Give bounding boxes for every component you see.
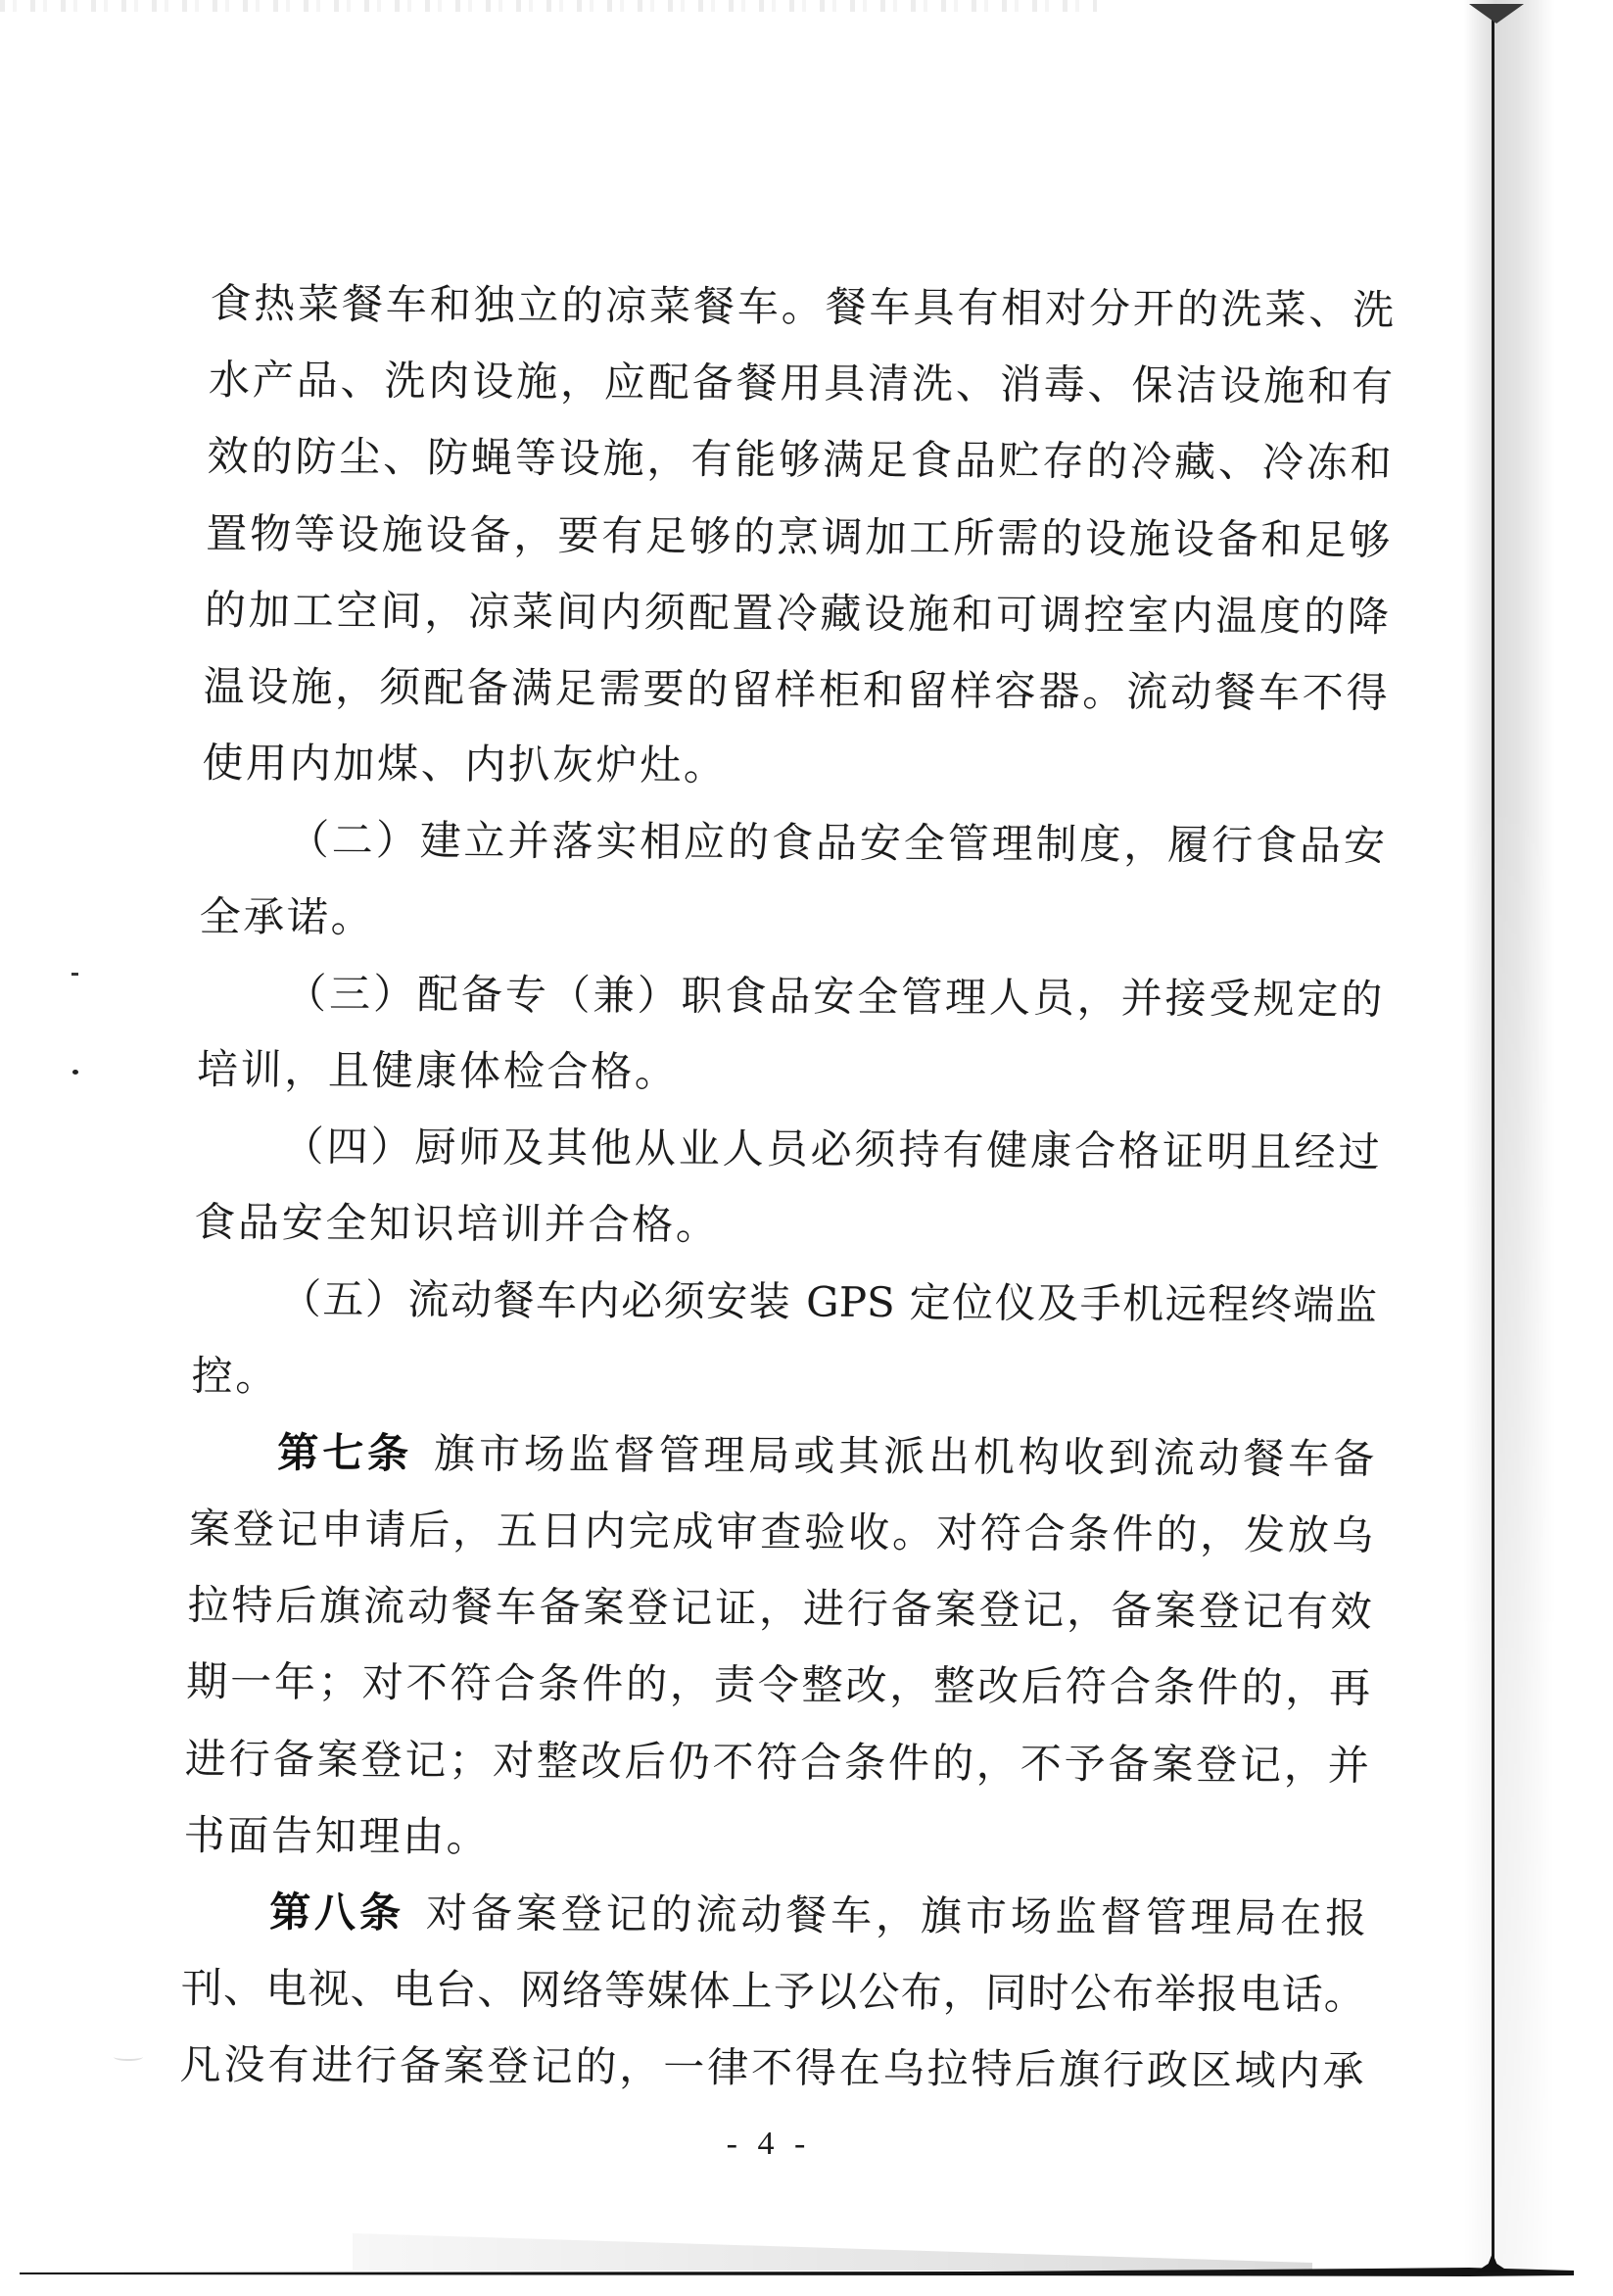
text-line: 食品安全知识培训并合格。 <box>193 1198 721 1250</box>
paragraph-continued-item-1 <box>202 265 1395 808</box>
paragraph-item-3 <box>196 955 1383 1115</box>
margin-dot-mark <box>72 1070 78 1075</box>
paragraph-item-5 <box>191 1261 1378 1420</box>
text-line: 水产品、洗肉设施，应配备餐用具清洗、消毒、保洁设施和有 <box>208 356 1394 411</box>
text-line: （四）厨师及其他从业人员必须持有健康合格证明且经过 <box>282 1122 1381 1176</box>
text-line: 进行备案登记；对整改后仍不符合条件的，不予备案登记，并 <box>184 1734 1370 1790</box>
article-8 <box>179 1874 1367 2111</box>
text-line: 控。 <box>191 1351 280 1401</box>
text-line: 刊、电视、电台、网络等媒体上予以公布，同时公布举报电话。 <box>180 1963 1366 2019</box>
text-line: 使用内加煤、内扒灰炉灶。 <box>201 739 729 790</box>
text-line: 食热菜餐车和独立的凉菜餐车。餐车具有相对分开的洗菜、洗 <box>209 278 1395 334</box>
binding-edge-line <box>1492 16 1494 2271</box>
text-line: 温设施，须配备满足需要的留样柜和留样容器。流动餐车不得 <box>203 661 1389 717</box>
text-run: 对备案登记的流动餐车，旗市场监督管理局在报 <box>425 1889 1367 1942</box>
article-heading: 第七条 <box>276 1428 413 1478</box>
text-line: 拉特后旗流动餐车备案登记证，进行备案登记，备案登记有效 <box>187 1581 1373 1637</box>
document-body <box>179 265 1395 2110</box>
text-line: 置物等设施设备，要有足够的烹调加工所需的设施设备和足够 <box>205 508 1391 564</box>
text-line: 的加工空间，凉菜间内须配置冷藏设施和可调控室内温度的降 <box>204 585 1390 641</box>
text-line: 案登记申请后，五日内完成审查验收。对符合条件的，发放乌 <box>188 1504 1374 1559</box>
text-line: （五）流动餐车内必须安装 GPS 定位仪及手机远程终端监 <box>279 1274 1378 1330</box>
text-line: （三）配备专（兼）职食品安全管理人员，并接受规定的 <box>284 969 1383 1024</box>
article-heading: 第八条 <box>268 1888 405 1937</box>
text-line: 效的防尘、防蝇等设施，有能够满足食品贮存的冷藏、冷冻和 <box>207 432 1393 488</box>
margin-faint-mark <box>114 2053 143 2061</box>
text-line: 全承诺。 <box>199 891 375 941</box>
text-line-with-heading <box>182 1874 1367 1957</box>
page-number: - 4 - <box>726 2126 812 2162</box>
binding-shadow <box>1464 0 1554 2271</box>
text-line: 培训，且健康体检合格。 <box>196 1044 680 1096</box>
text-line: 期一年；对不符合条件的，责令整改，整改后符合条件的，再 <box>185 1657 1371 1713</box>
text-line: 书面告知理由。 <box>183 1810 491 1861</box>
text-line: 凡没有进行备案登记的，一律不得在乌拉特后旗行政区域内承 <box>179 2040 1364 2096</box>
text-line: （二）建立并落实相应的食品安全管理制度，履行食品安 <box>287 815 1386 871</box>
paragraph-item-4 <box>194 1108 1381 1268</box>
scan-top-bleed <box>0 0 1097 12</box>
margin-dash-mark <box>71 973 78 976</box>
paragraph-item-2 <box>199 801 1386 961</box>
bottom-edge-shadow <box>353 2233 1312 2271</box>
article-7 <box>183 1414 1375 1881</box>
text-line-with-heading <box>190 1414 1375 1498</box>
text-run: 旗市场监督管理局或其派出机构收到流动餐车备 <box>433 1429 1375 1483</box>
